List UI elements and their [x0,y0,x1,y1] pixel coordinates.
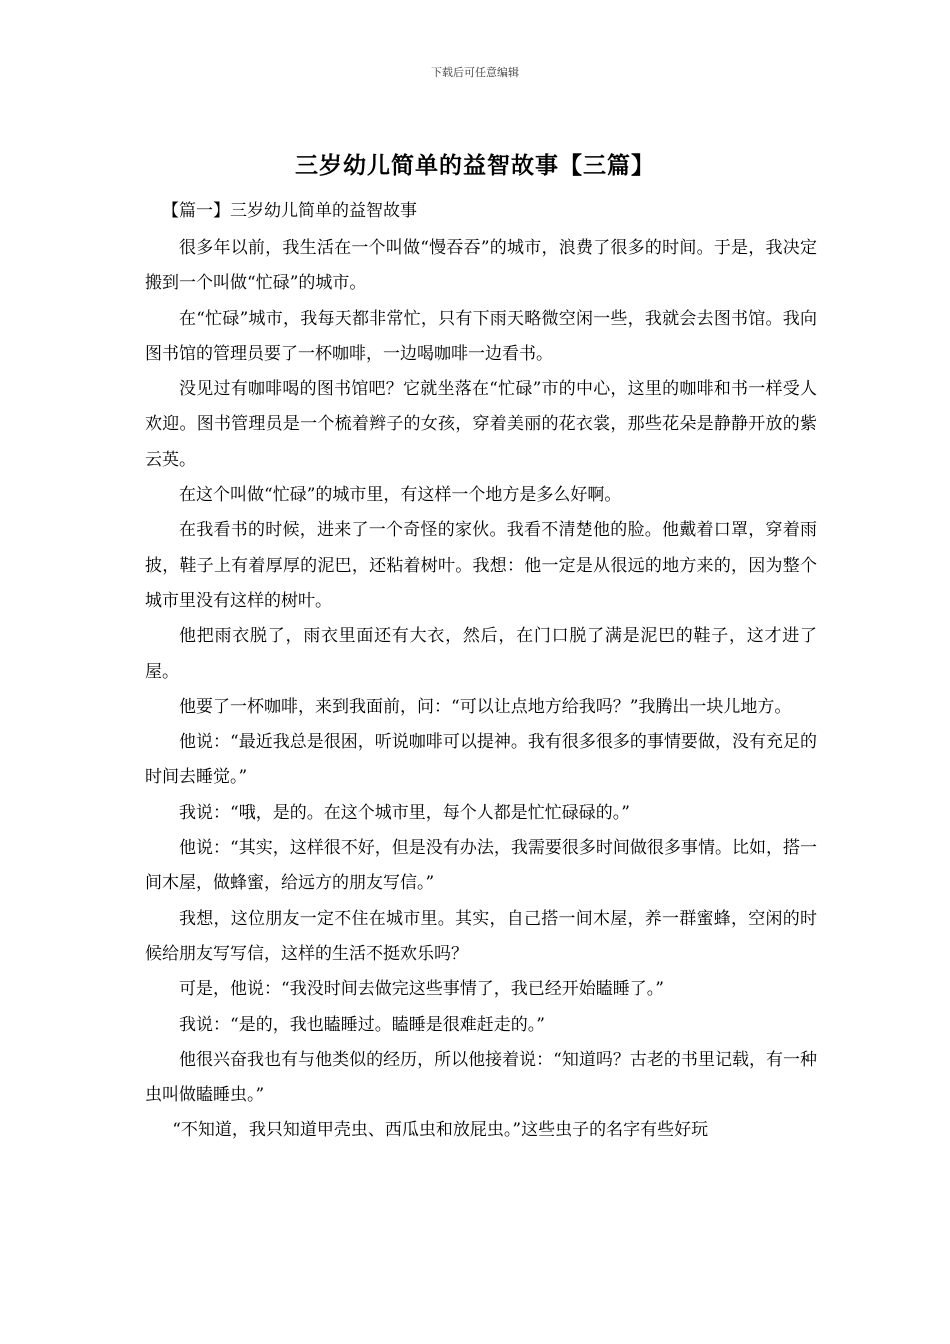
paragraph-2: 在“忙碌”城市，我每天都非常忙，只有下雨天略微空闲一些，我就会去图书馆。我向图书馆的管理员要了一杯咖啡，一边喝咖啡一边看书。 [145,308,817,364]
document-title: 三岁幼儿简单的益智故事【三篇】 [295,152,655,179]
paragraph-11: 我想，这位朋友一定不住在城市里。其实，自己搭一间木屋，养一群蜜蜂，空闲的时候给朋友写写信，这样的生活不挺欢乐吗？ [145,908,817,964]
paragraph-5: 在我看书的时候，进来了一个奇怪的家伙。我看不清楚他的脸。他戴着口罩，穿着雨披，鞋子上有着厚厚的泥巴，还粘着树叶。我想：他一定是从很远的地方来的，因为整个城市里没有这样的树叶。 [145,520,817,611]
paragraph-4: 在这个叫做“忙碌”的城市里，有这样一个地方是多么好啊。 [179,485,622,506]
paragraph-14: 他很兴奋我也有与他类似的经历，所以他接着说：“知道吗？古老的书里记载，有一种虫叫做瞌睡虫。” [145,1049,817,1106]
paragraph-7: 他要了一杯咖啡，来到我面前，问：“可以让点地方给我吗？”我腾出一块儿地方。 [179,696,792,717]
paragraph-6: 他把雨衣脱了，雨衣里面还有大衣，然后，在门口脱了满是泥巴的鞋子，这才进了屋。 [145,626,817,682]
paragraph-8: 他说：“最近我总是很困，听说咖啡可以提神。我有很多很多的事情要做，没有充足的时间去睡觉。” [145,732,817,788]
paragraph-12: 可是，他说：“我没时间去做完这些事情了，我已经开始瞌睡了。” [179,979,664,1000]
paragraph-3: 没见过有咖啡喝的图书馆吧？它就坐落在“忙碌”市的中心，这里的咖啡和书一样受人欢迎。图书管理员是一个梳着辫子的女孩，穿着美丽的花衣裳，那些花朵是静静开放的紫云英。 [145,379,817,470]
story-body [145,231,817,1149]
page-header-note: 下载后可任意编辑 [431,66,519,79]
paragraph-9: 我说：“哦，是的。在这个城市里，每个人都是忙忙碌碌的。” [179,802,630,823]
paragraph-10: 他说：“其实，这样很不好，但是没有办法，我需要很多时间做很多事情。比如，搭一间木屋，做蜂蜜，给远方的朋友写信。” [145,838,817,894]
paragraph-13: 我说：“是的，我也瞌睡过。瞌睡是很难赶走的。” [179,1014,545,1035]
section-heading: 【篇一】三岁幼儿简单的益智故事 [162,201,417,221]
paragraph-1: 很多年以前，我生活在一个叫做“慢吞吞”的城市，浪费了很多的时间。于是，我决定搬到一个叫做“忙碌”的城市。 [145,238,817,294]
paragraph-15: “不知道，我只知道甲壳虫、西瓜虫和放屁虫。”这些虫子的名字有些好玩 [172,1120,709,1141]
